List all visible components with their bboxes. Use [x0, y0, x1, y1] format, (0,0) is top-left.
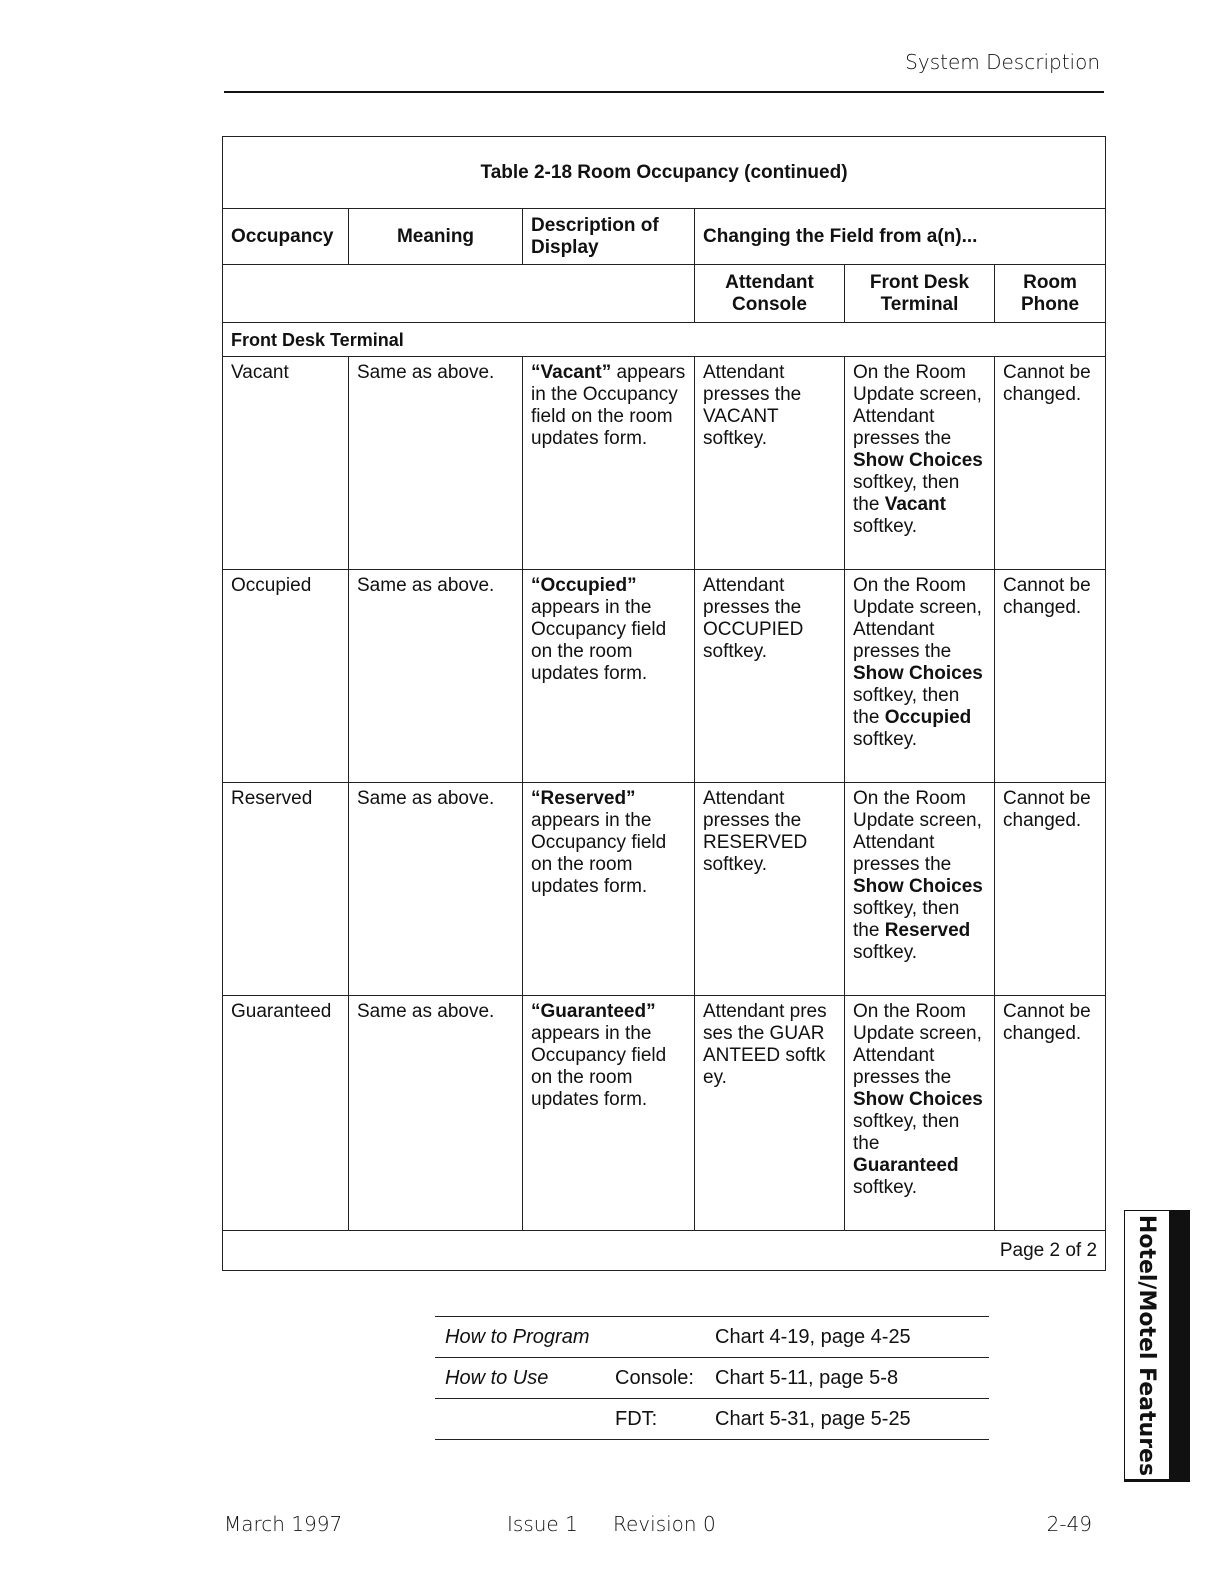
cell-console: Attendant presses the GUARANTEED softkey.: [695, 996, 845, 1231]
table-row: [223, 996, 1106, 1231]
cell-fdt: [845, 783, 995, 996]
reference-row: [435, 1317, 989, 1358]
ref-sub: FDT:: [615, 1407, 658, 1430]
cross-reference-table: [435, 1316, 989, 1440]
fdt-bold-softkey: Reserved: [884, 920, 971, 941]
fdt-post: softkey.: [853, 516, 918, 537]
footer-issue: Issue 1: [507, 1512, 578, 1536]
room-occupancy-table: [222, 136, 1106, 1271]
cell-console: Attendant presses the OCCUPIED softkey.: [695, 570, 845, 783]
subheader-front-desk-terminal: Front Desk Terminal: [845, 265, 995, 323]
cell-occupancy: Occupied: [223, 570, 349, 783]
ref-value: Chart 4-19, page 4-25: [715, 1325, 911, 1348]
page-indicator: Page 2 of 2: [223, 1231, 1106, 1271]
cell-occupancy: Guaranteed: [223, 996, 349, 1231]
subheader-room-phone: Room Phone: [995, 265, 1106, 323]
footer-date: March 1997: [224, 1512, 343, 1536]
desc-bold: “Reserved”: [531, 788, 636, 809]
desc-rest: appears in the Occupancy field on the room updates form.: [531, 810, 667, 897]
ref-sub: Console:: [615, 1366, 694, 1389]
col-header-meaning: Meaning: [349, 209, 523, 265]
fdt-pre: On the Room Update screen, Attendant presses the: [853, 575, 982, 662]
side-tab-text: Hotel/Motel Features: [1134, 1214, 1160, 1476]
fdt-bold-show-choices: Show Choices: [853, 663, 983, 684]
cell-description: [523, 783, 695, 996]
fdt-mid: softkey, then the: [853, 898, 960, 941]
col-header-changing-field: Changing the Field from a(n)...: [695, 209, 1106, 265]
desc-bold: “Guaranteed”: [531, 1001, 656, 1022]
fdt-pre: On the Room Update screen, Attendant presses the: [853, 1001, 982, 1088]
cell-description: [523, 570, 695, 783]
table-row: [223, 783, 1106, 996]
ref-value: Chart 5-11, page 5-8: [715, 1366, 899, 1389]
fdt-bold-softkey: Vacant: [884, 494, 946, 515]
section-label: Front Desk Terminal: [223, 323, 1106, 357]
table-row: [223, 570, 1106, 783]
ref-label: How to Program: [445, 1325, 590, 1348]
table-caption: Table 2-18 Room Occupancy (continued): [223, 137, 1106, 209]
fdt-bold-show-choices: Show Choices: [853, 876, 983, 897]
fdt-bold-show-choices: Show Choices: [853, 450, 983, 471]
ref-label: How to Use: [445, 1366, 549, 1389]
fdt-post: softkey.: [853, 942, 918, 963]
table-row: [223, 357, 1106, 570]
col-header-occupancy: Occupancy: [223, 209, 349, 265]
col-header-description: Description of Display: [523, 209, 695, 265]
chapter-side-tab: [1124, 1210, 1190, 1482]
fdt-bold-softkey: Occupied: [884, 707, 972, 728]
subheader-attendant-console: Attendant Console: [695, 265, 845, 323]
cell-occupancy: Vacant: [223, 357, 349, 570]
fdt-pre: On the Room Update screen, Attendant presses the: [853, 362, 982, 449]
header-rule: [224, 91, 1104, 93]
cell-room-phone: Cannot be changed.: [995, 357, 1106, 570]
fdt-post: softkey.: [853, 1177, 918, 1198]
desc-rest: appears in the Occupancy field on the room updates form.: [531, 362, 686, 449]
cell-console: Attendant presses the RESERVED softkey.: [695, 783, 845, 996]
cell-description: [523, 357, 695, 570]
reference-row: [435, 1358, 989, 1399]
desc-rest: appears in the Occupancy field on the room updates form.: [531, 1023, 667, 1110]
desc-rest: appears in the Occupancy field on the room updates form.: [531, 597, 667, 684]
ref-label: [435, 1399, 605, 1440]
cell-occupancy: Reserved: [223, 783, 349, 996]
cell-room-phone: Cannot be changed.: [995, 783, 1106, 996]
side-tab-label-box: [1125, 1211, 1171, 1479]
footer-page-number: 2-49: [1046, 1512, 1092, 1536]
footer-revision: Revision 0: [613, 1512, 716, 1536]
running-header-title: System Description: [905, 50, 1100, 74]
cell-room-phone: Cannot be changed.: [995, 996, 1106, 1231]
ref-sub: [605, 1317, 705, 1358]
cell-console: Attendant presses the VACANT softkey.: [695, 357, 845, 570]
fdt-pre: On the Room Update screen, Attendant presses the: [853, 788, 982, 875]
cell-description: [523, 996, 695, 1231]
cell-meaning: Same as above.: [349, 783, 523, 996]
cell-meaning: Same as above.: [349, 570, 523, 783]
cell-fdt: [845, 570, 995, 783]
cell-fdt: [845, 357, 995, 570]
desc-bold: “Occupied”: [531, 575, 637, 596]
fdt-bold-show-choices: Show Choices: [853, 1089, 983, 1110]
cell-fdt: [845, 996, 995, 1231]
cell-room-phone: Cannot be changed.: [995, 570, 1106, 783]
desc-bold: “Vacant”: [531, 362, 612, 383]
cell-meaning: Same as above.: [349, 357, 523, 570]
fdt-post: softkey.: [853, 729, 918, 750]
cell-meaning: Same as above.: [349, 996, 523, 1231]
fdt-mid: softkey, then the: [853, 1111, 960, 1154]
fdt-mid: softkey, then the: [853, 472, 960, 515]
fdt-bold-softkey: Guaranteed: [853, 1155, 959, 1176]
subheader-spacer: [223, 265, 695, 323]
reference-row: [435, 1399, 989, 1440]
fdt-mid: softkey, then the: [853, 685, 960, 728]
ref-value: Chart 5-31, page 5-25: [715, 1407, 911, 1430]
